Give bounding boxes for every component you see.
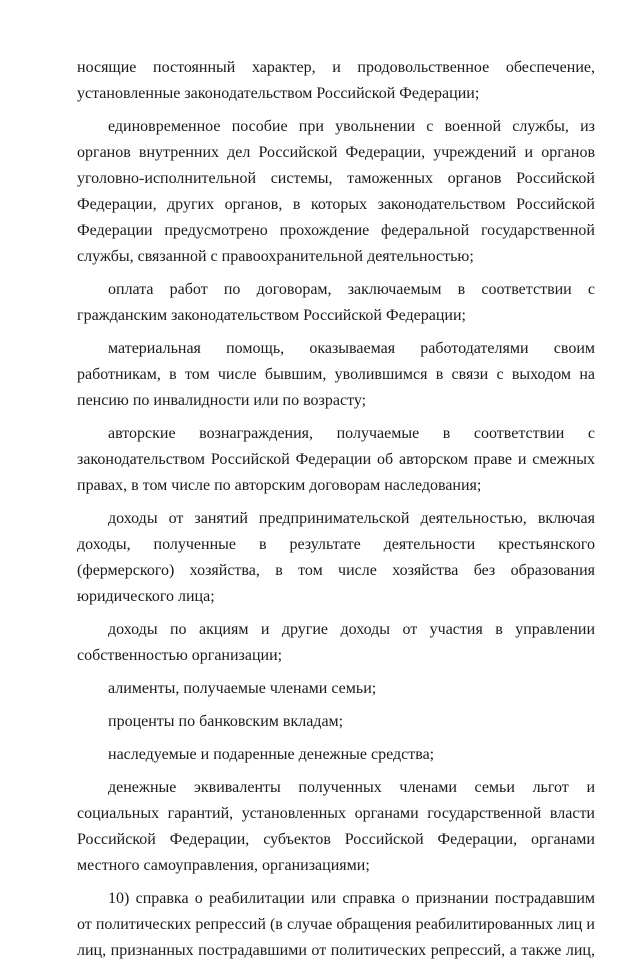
paragraph-material-aid: материальная помощь, оказываемая работодателями своим работникам, в том числе бывшим, уволившимся в связи с выходом на пенсию по инвалидности или по возрасту; xyxy=(77,340,595,409)
paragraph-inherited-funds: наследуемые и подаренные денежные средства; xyxy=(108,746,435,763)
paragraph-author-fees: авторские вознаграждения, получаемые в соответствии с законодательством Российской Федерации об авторском праве и смежных правах, в том числе по авторским договорам наследования; xyxy=(77,425,595,494)
paragraph-rehabilitation-certificate: 10) справка о реабилитации или справка о признании пострадавшим от политических репрессий (в случае обращения реабилитированных лиц и лиц, признанных пострадавшими от политических репрессий, а также лиц, xyxy=(77,890,595,959)
paragraph-food-provision: носящие постоянный характер, и продовольственное обеспечение, установленные законодательством Российской Федерации; xyxy=(77,59,595,102)
paragraph-business-income: доходы от занятий предпринимательской деятельностью, включая доходы, полученные в результате деятельности крестьянского (фермерского) хозяйства, в том числе хозяйства без образования юридического лица; xyxy=(77,510,595,605)
paragraph-bank-interest: проценты по банковским вкладам; xyxy=(108,713,344,730)
paragraph-share-income: доходы по акциям и другие доходы от участия в управлении собственностью организации; xyxy=(77,621,595,664)
paragraph-benefit-equivalents: денежные эквиваленты полученных членами семьи льгот и социальных гарантий, установленных органами государственной власти Российской Федерации, субъектов Российской Федерации, органами местного самоуправления, организациями; xyxy=(77,779,595,874)
paragraph-contract-payment: оплата работ по договорам, заключаемым в соответствии с гражданским законодательством Российской Федерации; xyxy=(77,281,595,324)
paragraph-alimony: алименты, получаемые членами семьи; xyxy=(108,680,377,697)
paragraph-severance-allowance: единовременное пособие при увольнении с военной службы, из органов внутренних дел Российской Федерации, учреждений и органов уголовно-исполнительной системы, таможенных органов Российской Федерации, других органов, в которых законодательством Российской Федерации предусмотрено прохождение федеральной государственной службы, связанной с правоохранительной деятельностью; xyxy=(77,118,595,265)
document-page xyxy=(77,55,595,971)
